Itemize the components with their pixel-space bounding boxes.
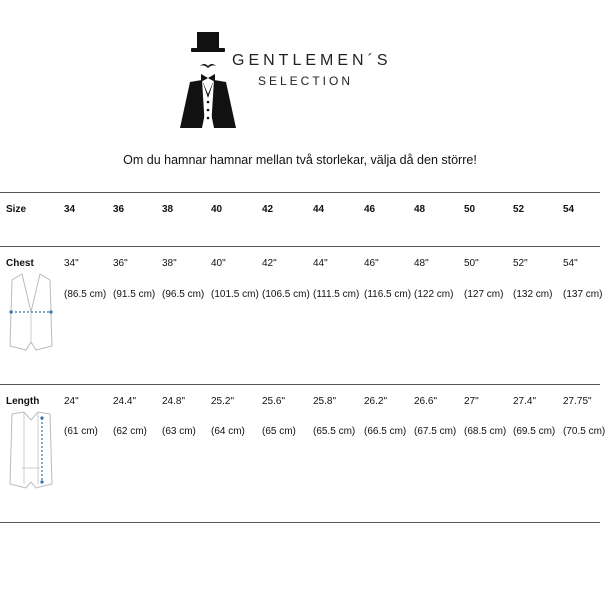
vest-length-icon <box>8 410 54 490</box>
chest-inches: 48" <box>414 258 429 269</box>
length-inches: 27.4" <box>513 396 537 407</box>
size-row-label: Size <box>6 204 27 215</box>
chest-inches: 52" <box>513 258 528 269</box>
length-inches: 26.6" <box>414 396 438 407</box>
size-value: 42 <box>262 204 274 215</box>
size-value: 40 <box>211 204 223 215</box>
vest-chest-icon <box>8 272 54 352</box>
chest-cm: (116.5 cm) <box>364 289 412 300</box>
length-cm: (66.5 cm) <box>364 426 407 437</box>
length-inches: 27" <box>464 396 479 407</box>
chest-inches: 34" <box>64 258 79 269</box>
chest-cm: (96.5 cm) <box>162 289 205 300</box>
chest-inches: 38" <box>162 258 177 269</box>
chest-cm: (101.5 cm) <box>211 289 259 300</box>
chest-cm: (111.5 cm) <box>313 289 360 300</box>
chest-inches: 44" <box>313 258 328 269</box>
length-inches: 25.6" <box>262 396 286 407</box>
size-value: 44 <box>313 204 325 215</box>
length-inches: 27.75" <box>563 396 592 407</box>
brand-subtitle: SELECTION <box>258 74 354 88</box>
size-value: 34 <box>64 204 76 215</box>
length-cm: (64 cm) <box>211 426 245 437</box>
chest-cm: (127 cm) <box>464 289 504 300</box>
table-divider <box>0 246 600 247</box>
size-value: 50 <box>464 204 476 215</box>
length-cm: (65 cm) <box>262 426 296 437</box>
size-value: 54 <box>563 204 575 215</box>
length-inches: 24.8" <box>162 396 186 407</box>
size-value: 38 <box>162 204 174 215</box>
length-cm: (68.5 cm) <box>464 426 507 437</box>
table-divider <box>0 384 600 385</box>
length-inches: 25.2" <box>211 396 235 407</box>
length-row-label: Length <box>6 396 40 407</box>
chest-inches: 46" <box>364 258 379 269</box>
length-inches: 25.8" <box>313 396 337 407</box>
chest-inches: 50" <box>464 258 479 269</box>
chest-inches: 54" <box>563 258 578 269</box>
chest-cm: (106.5 cm) <box>262 289 310 300</box>
length-inches: 24" <box>64 396 79 407</box>
length-cm: (67.5 cm) <box>414 426 457 437</box>
size-value: 48 <box>414 204 426 215</box>
size-value: 46 <box>364 204 376 215</box>
chest-inches: 36" <box>113 258 128 269</box>
length-cm: (63 cm) <box>162 426 196 437</box>
length-inches: 26.2" <box>364 396 388 407</box>
chest-cm: (137 cm) <box>563 289 603 300</box>
chest-cm: (122 cm) <box>414 289 454 300</box>
chest-inches: 40" <box>211 258 226 269</box>
length-cm: (65.5 cm) <box>313 426 356 437</box>
size-value: 36 <box>113 204 125 215</box>
brand-logo <box>178 28 428 133</box>
brand-name: GENTLEMEN´S <box>232 52 392 69</box>
sizing-advice: Om du hamnar hamnar mellan två storlekar, välja då den större! <box>123 153 477 167</box>
chest-cm: (91.5 cm) <box>113 289 156 300</box>
table-divider <box>0 522 600 523</box>
gentleman-icon <box>178 28 238 133</box>
chest-row-label: Chest <box>6 258 34 269</box>
length-cm: (61 cm) <box>64 426 98 437</box>
chest-cm: (86.5 cm) <box>64 289 107 300</box>
length-cm: (70.5 cm) <box>563 426 606 437</box>
length-inches: 24.4" <box>113 396 137 407</box>
chest-cm: (132 cm) <box>513 289 553 300</box>
table-divider <box>0 192 600 193</box>
length-cm: (62 cm) <box>113 426 147 437</box>
size-value: 52 <box>513 204 525 215</box>
length-cm: (69.5 cm) <box>513 426 556 437</box>
chest-inches: 42" <box>262 258 277 269</box>
